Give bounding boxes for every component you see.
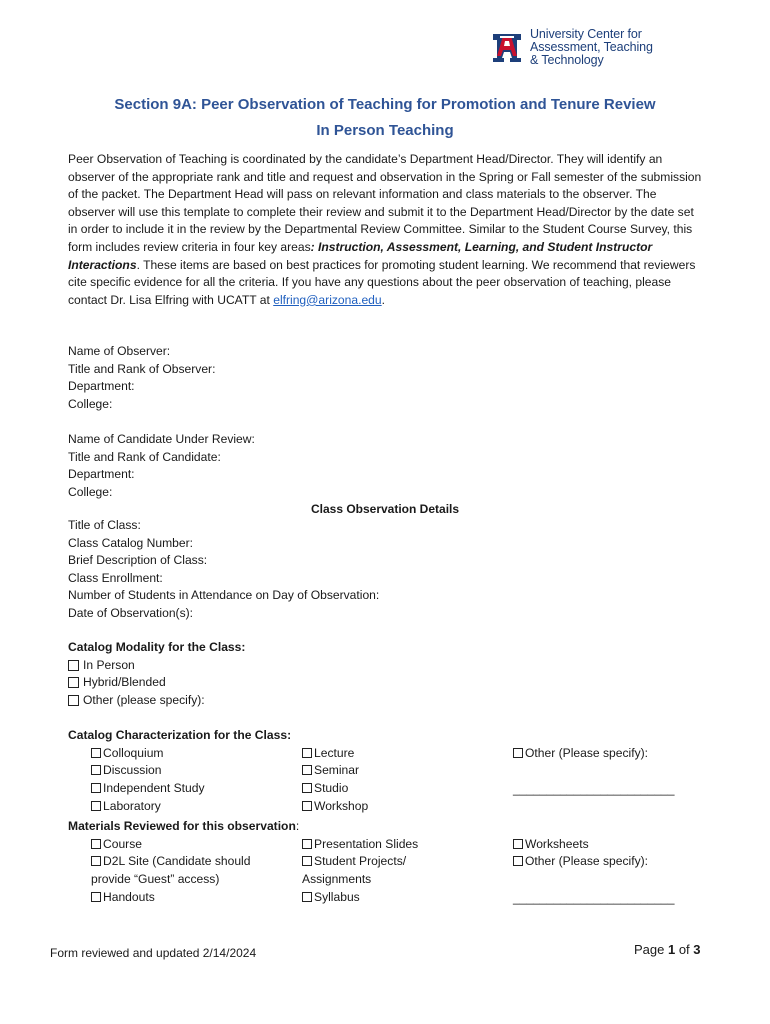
- char-option-workshop[interactable]: Workshop: [302, 797, 368, 815]
- materials-col1: [91, 835, 250, 905]
- checkbox-icon[interactable]: [302, 839, 312, 849]
- material-option-worksheets[interactable]: Worksheets: [513, 835, 648, 853]
- observer-title-label: Title and Rank of Observer:: [68, 361, 216, 376]
- checkbox-icon[interactable]: [302, 892, 312, 902]
- material-other-blank[interactable]: ________________________: [513, 891, 675, 905]
- material-option-course[interactable]: Course: [91, 835, 250, 853]
- checkbox-icon[interactable]: [91, 856, 101, 866]
- observer-college-label: College:: [68, 396, 113, 411]
- materials-col2: [302, 835, 418, 905]
- class-enrollment-label: Class Enrollment:: [68, 570, 163, 585]
- class-details-heading: Class Observation Details: [310, 502, 460, 516]
- modality-option-hybrid[interactable]: Hybrid/Blended: [68, 674, 245, 692]
- checkbox-icon[interactable]: [513, 856, 523, 866]
- materials-col3: [513, 835, 648, 870]
- modality-heading: Catalog Modality for the Class:: [68, 640, 246, 654]
- material-option-projects-cont: Assignments: [302, 871, 372, 886]
- modality-option-other[interactable]: Other (please specify):: [68, 692, 245, 710]
- char-option-other[interactable]: Other (Please specify):: [513, 744, 648, 762]
- material-option-syllabus[interactable]: Syllabus: [302, 888, 418, 906]
- checkbox-icon[interactable]: [302, 748, 312, 758]
- intro-text-1: Peer Observation of Teaching is coordinated by the candidate’s Department Head/Director. They will identify an observer of the appropriate rank and title and request and observation in the Spring or Fall semester of the submission of the packet. The Department Head will pass on relevant information and class materials to the observer. The observer will use this template to complete their review and submit it to the Department Head/Director by the date set in order to include it in the review by the Departmental Review Committee. Similar to the Student Course Survey, this form includes review criteria in four key areas: [68, 152, 702, 254]
- page-subtitle: In Person Teaching: [316, 122, 454, 139]
- intro-text-3: .: [381, 292, 386, 307]
- characterization-col2: [302, 744, 368, 814]
- char-option-lecture[interactable]: Lecture: [302, 744, 368, 762]
- checkbox-icon[interactable]: [91, 765, 101, 775]
- ucatt-logo: [490, 28, 653, 67]
- checkbox-icon[interactable]: [68, 695, 79, 706]
- class-fields: [68, 517, 379, 623]
- checkbox-icon[interactable]: [91, 801, 101, 811]
- char-other-blank[interactable]: ________________________: [513, 782, 675, 796]
- char-option-studio[interactable]: Studio: [302, 779, 368, 797]
- material-option-d2l[interactable]: D2L Site (Candidate should: [91, 853, 250, 871]
- observer-name-label: Name of Observer:: [68, 344, 171, 358]
- checkbox-icon[interactable]: [91, 892, 101, 902]
- checkbox-icon[interactable]: [91, 783, 101, 793]
- materials-heading: Materials Reviewed for this observation:: [68, 819, 300, 833]
- material-option-slides[interactable]: Presentation Slides: [302, 835, 418, 853]
- modality-section: [68, 639, 245, 709]
- class-date-label: Date of Observation(s):: [68, 605, 194, 620]
- email-link[interactable]: elfring@arizona.edu: [273, 292, 382, 307]
- char-option-laboratory[interactable]: Laboratory: [91, 797, 205, 815]
- checkbox-icon[interactable]: [513, 748, 523, 758]
- observer-fields: [68, 343, 215, 413]
- checkbox-icon[interactable]: [302, 801, 312, 811]
- class-attendance-label: Number of Students in Attendance on Day of Observation:: [68, 588, 380, 603]
- checkbox-icon[interactable]: [513, 839, 523, 849]
- intro-emphasis: : Instruction, Assessment, Learning, and Student Instructor Interactions: [68, 239, 653, 272]
- candidate-name-label: Name of Candidate Under Review:: [68, 432, 255, 446]
- modality-option-in-person[interactable]: In Person: [68, 657, 245, 675]
- char-option-colloquium[interactable]: Colloquium: [91, 744, 205, 762]
- char-option-seminar[interactable]: Seminar: [302, 762, 368, 780]
- char-option-discussion[interactable]: Discussion: [91, 762, 205, 780]
- candidate-department-label: Department:: [68, 467, 135, 482]
- logo-line-3: & Technology: [530, 53, 604, 67]
- material-option-other[interactable]: Other (Please specify):: [513, 853, 648, 871]
- checkbox-icon[interactable]: [68, 660, 79, 671]
- material-option-projects[interactable]: Student Projects/: [302, 853, 418, 871]
- characterization-heading: Catalog Characterization for the Class:: [68, 728, 292, 742]
- class-description-label: Brief Description of Class:: [68, 553, 208, 568]
- characterization-col1: [91, 744, 205, 814]
- logo-line-1: University Center for: [530, 27, 642, 41]
- university-of-arizona-a-logo-icon: [490, 28, 524, 62]
- footer-revision-date: Form reviewed and updated 2/14/2024: [50, 946, 257, 960]
- candidate-college-label: College:: [68, 484, 113, 499]
- checkbox-icon[interactable]: [302, 856, 312, 866]
- material-option-handouts[interactable]: Handouts: [91, 888, 250, 906]
- char-option-independent-study[interactable]: Independent Study: [91, 779, 205, 797]
- checkbox-icon[interactable]: [91, 839, 101, 849]
- characterization-col3: [513, 744, 648, 762]
- observer-department-label: Department:: [68, 379, 135, 394]
- checkbox-icon[interactable]: [302, 765, 312, 775]
- candidate-title-label: Title and Rank of Candidate:: [68, 449, 221, 464]
- class-title-label: Title of Class:: [68, 518, 141, 532]
- intro-text-2: . These items are based on best practices for promoting student learning. We recommend that reviewers cite specific evidence for all the criteria. If you have any questions about the peer observation of teaching, please contact Dr. Lisa Elfring with UCATT at: [68, 257, 696, 307]
- logo-line-2: Assessment, Teaching: [530, 40, 653, 54]
- checkbox-icon[interactable]: [302, 783, 312, 793]
- page-title: Section 9A: Peer Observation of Teaching for Promotion and Tenure Review: [114, 96, 656, 113]
- intro-paragraph: [68, 151, 704, 309]
- page-number: Page 1 of 3: [634, 942, 701, 957]
- candidate-fields: [68, 431, 255, 501]
- material-option-d2l-note: provide “Guest” access): [91, 871, 220, 886]
- checkbox-icon[interactable]: [91, 748, 101, 758]
- class-catalog-number-label: Class Catalog Number:: [68, 535, 194, 550]
- checkbox-icon[interactable]: [68, 677, 79, 688]
